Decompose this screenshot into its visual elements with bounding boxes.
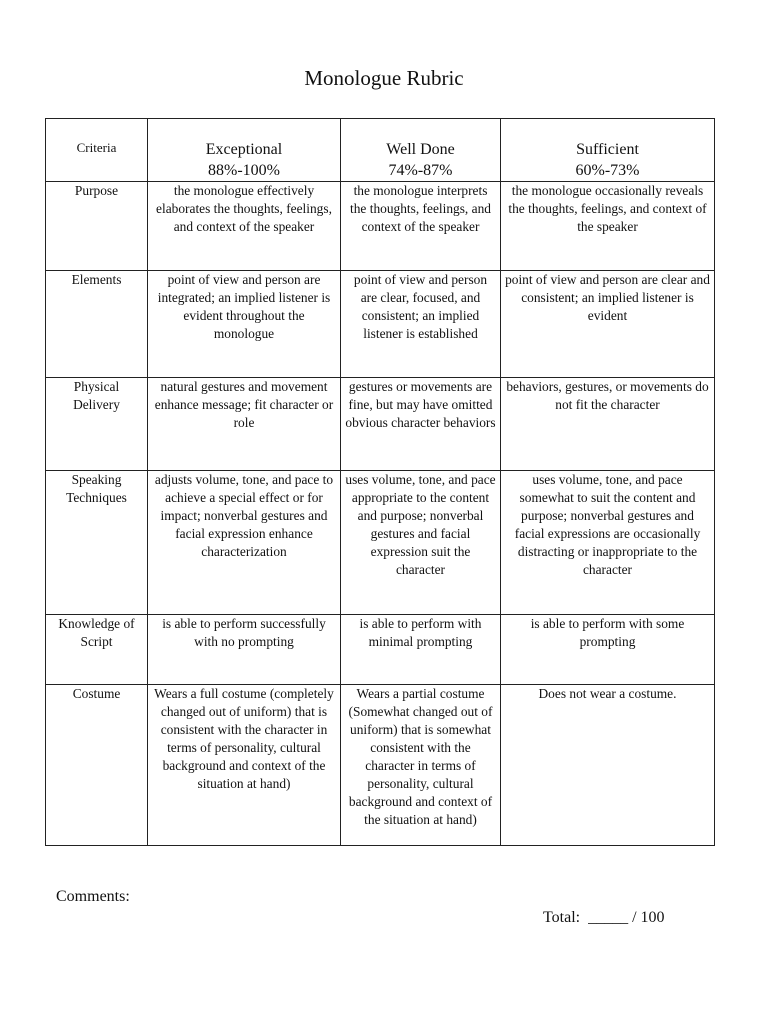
header-row — [46, 119, 715, 182]
rubric-cell: the monologue effectively elaborates the thoughts, feelings, and context of the speaker — [148, 182, 341, 271]
level-range: 74%-87% — [388, 162, 453, 179]
rubric-cell: uses volume, tone, and pace appropriate to the content and purpose; nonverbal gestures and facial expression suit the character — [341, 471, 501, 615]
table-row — [46, 271, 715, 378]
rubric-cell: point of view and person are integrated; an implied listener is evident throughout the monologue — [148, 271, 341, 378]
criterion-speaking-techniques: Speaking Techniques — [46, 471, 148, 615]
table-row — [46, 615, 715, 685]
rubric-cell: Wears a full costume (completely changed out of uniform) that is consistent with the character in terms of personality, cultural background and context of the situation at hand) — [148, 685, 341, 846]
level-name: Well Done — [386, 141, 455, 158]
criterion-elements: Elements — [46, 271, 148, 378]
criterion-knowledge-of-script: Knowledge of Script — [46, 615, 148, 685]
rubric-cell: natural gestures and movement enhance message; fit character or role — [148, 378, 341, 471]
rubric-cell: point of view and person are clear and consistent; an implied listener is evident — [501, 271, 715, 378]
rubric-cell: gestures or movements are fine, but may have omitted obvious character behaviors — [341, 378, 501, 471]
rubric-cell: point of view and person are clear, focused, and consistent; an implied listener is established — [341, 271, 501, 378]
rubric-cell: is able to perform with some prompting — [501, 615, 715, 685]
level-name: Sufficient — [576, 141, 639, 158]
rubric-cell: the monologue occasionally reveals the thoughts, feelings, and context of the speaker — [501, 182, 715, 271]
rubric-cell: behaviors, gestures, or movements do not fit the character — [501, 378, 715, 471]
level-name: Exceptional — [205, 141, 283, 158]
comments-label: Comments: — [56, 888, 130, 905]
rubric-cell: the monologue interprets the thoughts, feelings, and context of the speaker — [341, 182, 501, 271]
table-row — [46, 685, 715, 846]
table-row — [46, 182, 715, 271]
level-range: 88%-100% — [208, 162, 280, 179]
rubric-cell: is able to perform with minimal prompting — [341, 615, 501, 685]
rubric-cell: Wears a partial costume (Somewhat changed out of uniform) that is somewhat consistent with the character in terms of personality, cultural background and context of the situation at hand) — [341, 685, 501, 846]
rubric-cell: is able to perform successfully with no prompting — [148, 615, 341, 685]
page-title: Monologue Rubric — [304, 66, 464, 90]
total-field: Total: _____ / 100 — [543, 909, 665, 926]
criterion-costume: Costume — [46, 685, 148, 846]
table-row — [46, 378, 715, 471]
rubric-table — [45, 118, 715, 846]
level-header-well-done — [341, 119, 501, 182]
rubric-cell: Does not wear a costume. — [501, 685, 715, 846]
level-header-exceptional — [148, 119, 341, 182]
level-range: 60%-73% — [575, 162, 640, 179]
level-header-sufficient — [501, 119, 715, 182]
criteria-header: Criteria — [46, 119, 148, 182]
rubric-cell: uses volume, tone, and pace somewhat to suit the content and purpose; nonverbal gestures and facial expressions are occasionally distracting or inappropriate to the character — [501, 471, 715, 615]
criterion-physical-delivery: Physical Delivery — [46, 378, 148, 471]
rubric-cell: adjusts volume, tone, and pace to achieve a special effect or for impact; nonverbal gestures and facial expression enhance characterization — [148, 471, 341, 615]
criterion-purpose: Purpose — [46, 182, 148, 271]
table-row — [46, 471, 715, 615]
